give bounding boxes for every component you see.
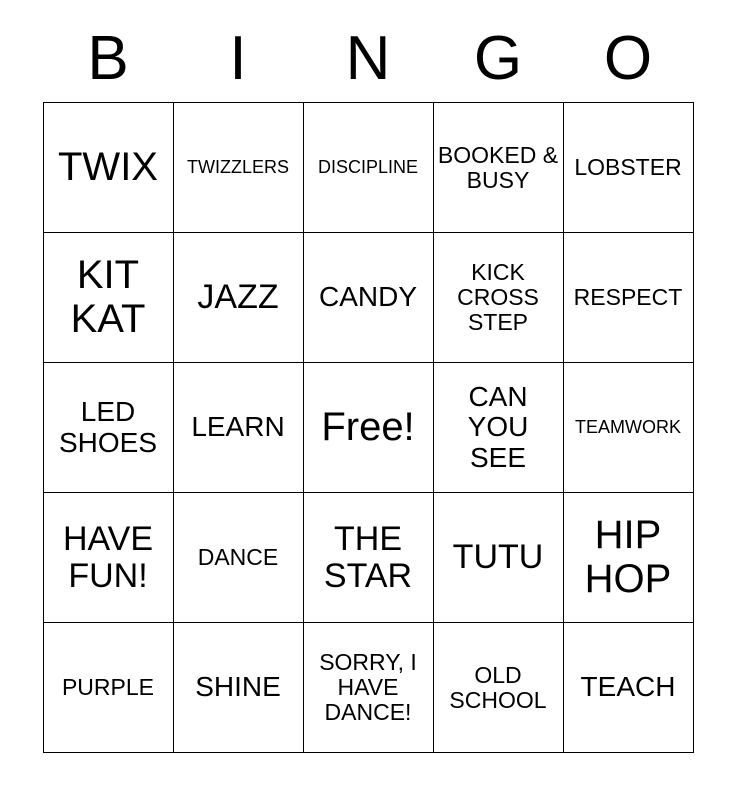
bingo-cell[interactable]: TWIX [43, 103, 173, 233]
bingo-cell[interactable]: TEAMWORK [563, 363, 693, 493]
bingo-cell[interactable]: DANCE [173, 493, 303, 623]
bingo-cell[interactable]: HAVE FUN! [43, 493, 173, 623]
bingo-cell[interactable]: SORRY, I HAVE DANCE! [303, 623, 433, 753]
bingo-header [43, 0, 693, 92]
bingo-row [43, 233, 693, 363]
bingo-cell[interactable]: LOBSTER [563, 103, 693, 233]
bingo-cell[interactable]: LEARN [173, 363, 303, 493]
bingo-cell[interactable]: BOOKED & BUSY [433, 103, 563, 233]
header-letter-o: O [603, 24, 653, 93]
bingo-grid [43, 102, 694, 753]
bingo-cell[interactable]: KIT KAT [43, 233, 173, 363]
bingo-cell[interactable]: KICK CROSS STEP [433, 233, 563, 363]
bingo-row [43, 493, 693, 623]
bingo-cell[interactable]: TUTU [433, 493, 563, 623]
bingo-cell[interactable]: THE STAR [303, 493, 433, 623]
bingo-row [43, 623, 693, 753]
bingo-cell[interactable]: OLD SCHOOL [433, 623, 563, 753]
header-letter-n: N [345, 24, 391, 93]
bingo-cell[interactable]: TEACH [563, 623, 693, 753]
bingo-cell[interactable]: CAN YOU SEE [433, 363, 563, 493]
bingo-cell[interactable]: CANDY [303, 233, 433, 363]
bingo-cell[interactable]: DISCIPLINE [303, 103, 433, 233]
header-letter-i: I [229, 24, 247, 93]
bingo-cell[interactable]: JAZZ [173, 233, 303, 363]
header-letter-b: B [87, 24, 129, 93]
bingo-cell[interactable]: LED SHOES [43, 363, 173, 493]
bingo-cell[interactable]: RESPECT [563, 233, 693, 363]
bingo-cell[interactable]: HIP HOP [563, 493, 693, 623]
header-letter-g: G [473, 24, 523, 93]
bingo-cell[interactable]: PURPLE [43, 623, 173, 753]
bingo-cell[interactable]: SHINE [173, 623, 303, 753]
bingo-row [43, 363, 693, 493]
bingo-row [43, 103, 693, 233]
bingo-free-cell[interactable]: Free! [303, 363, 433, 493]
bingo-cell[interactable]: TWIZZLERS [173, 103, 303, 233]
